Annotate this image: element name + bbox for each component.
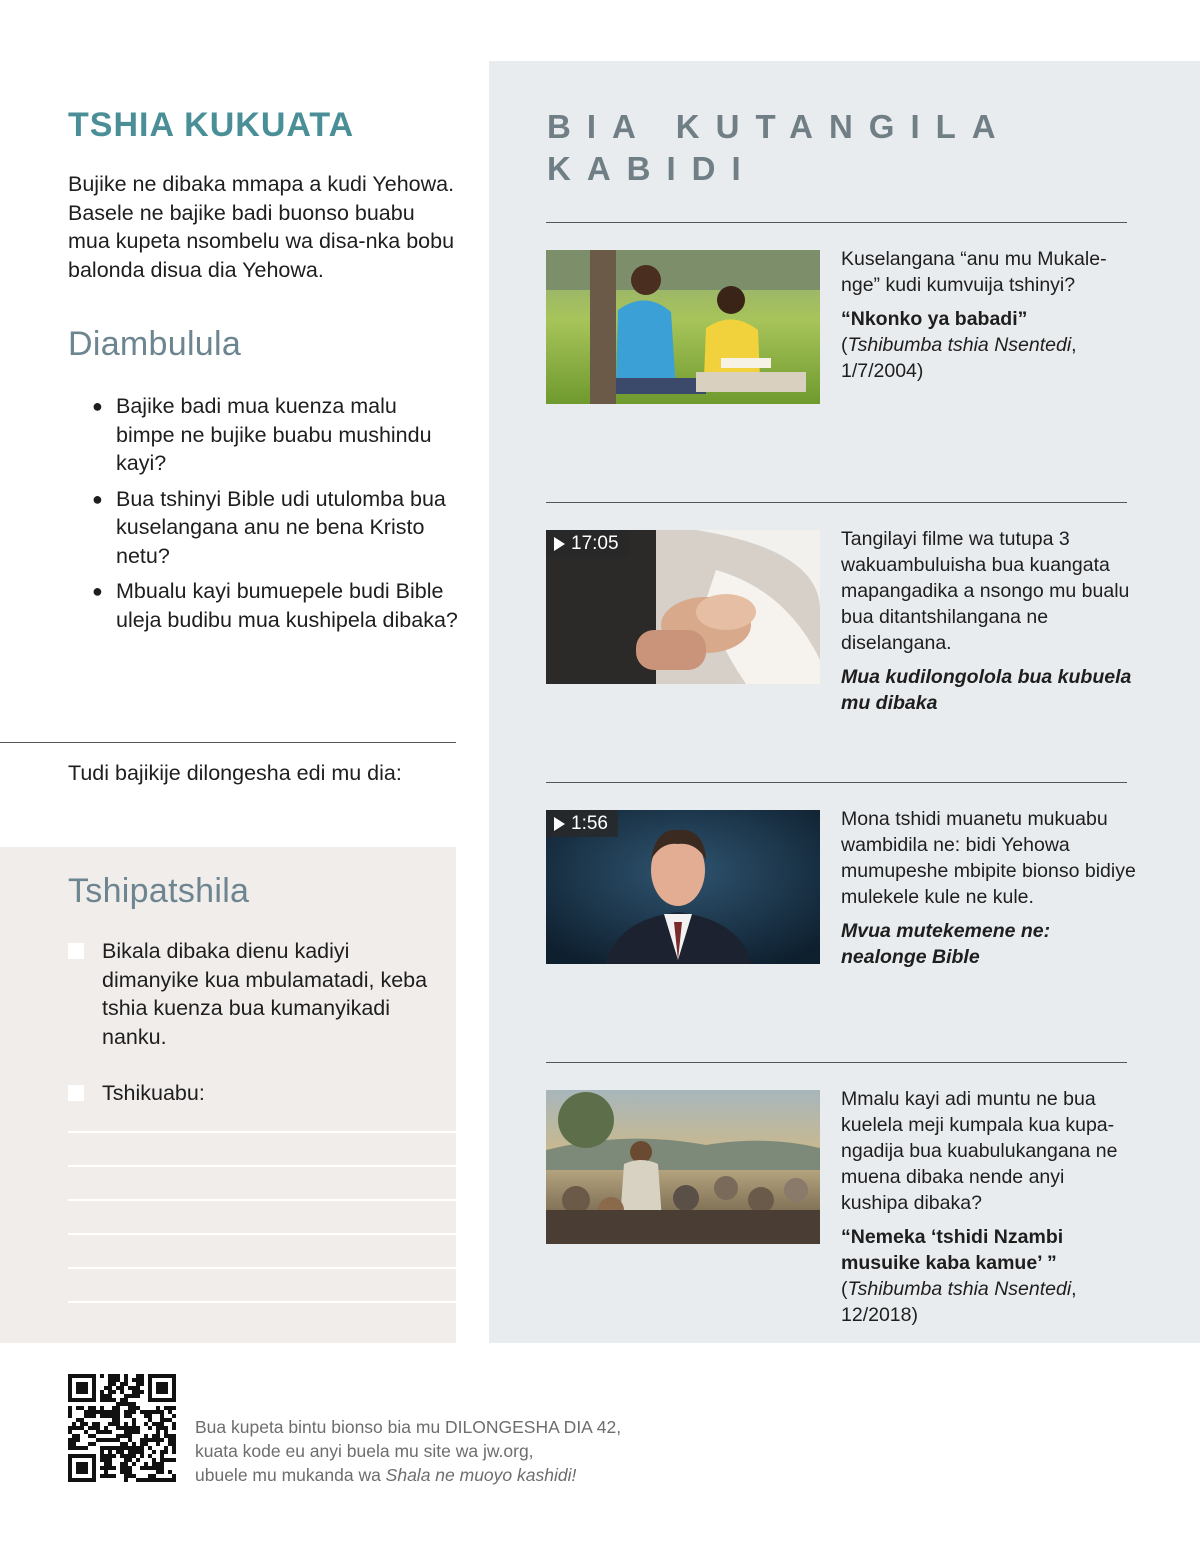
- goal-checkbox[interactable]: [68, 1085, 84, 1101]
- explore-item-1: Kuselangana “anu mu Mukale-nge” kudi kumvuija tshinyi? “Nkonko ya babadi” (Tshibumba tshia Nsentedi, 1/7/2004): [841, 246, 1136, 384]
- man-portrait-video[interactable]: [546, 810, 820, 964]
- item-date: 1/7/2004: [841, 360, 917, 382]
- explore-heading: BIA KUTANGILA KABIDI: [547, 108, 1011, 187]
- item-link[interactable]: Mua kudilongolola bua kubuela mu dibaka: [841, 666, 1132, 714]
- divider: [546, 782, 1127, 783]
- bullet-icon: ●: [92, 488, 103, 509]
- bullet-icon: ●: [92, 396, 103, 416]
- item-question: Tangilayi filme wa tutupa 3 wakuambuluisha bua kuangata mapangadika a nsongo mu bualu bua ditantshilangana ne diselangana.: [841, 528, 1130, 654]
- list-item: ● Bajike badi mua kuenza malu bimpe ne bujike buabu mushindu kayi?: [92, 394, 432, 475]
- divider: [546, 502, 1127, 503]
- summary-text: Bujike ne dibaka mmapa a kudi Yehowa. Basele ne bajike badi buonso buabu mua kupeta nsombelu wa disa-nka bobu balonda disua dia Yehowa.: [68, 172, 455, 282]
- goal-checkbox[interactable]: [68, 943, 84, 959]
- item-question: Mona tshidi muanetu mukuabu wambidila ne: bidi Yehowa mumupeshe mbipite bionso bidiye mulekele kule ne kule.: [841, 808, 1136, 908]
- section-heading: TSHIA KUKUATA: [68, 106, 355, 144]
- completed-label: Tudi bajikije dilongesha edi mu dia:: [68, 761, 402, 785]
- play-icon: [554, 537, 565, 551]
- item-link[interactable]: “Nkonko ya babadi”: [841, 308, 1028, 330]
- item-link[interactable]: “Nemeka ‘tshidi Nzambi musuike kaba kamue’ ”: [841, 1226, 1064, 1274]
- goal-item: Bikala dibaka dienu kadiyi dimanyike kua mbulamatadi, keba tshia kuenza bua kumanyikadi nanku.: [68, 937, 448, 1051]
- wedding-hands-video[interactable]: [546, 530, 820, 684]
- review-list: [90, 392, 460, 641]
- goal-item-other: Tshikuabu:: [68, 1079, 448, 1108]
- explore-item-4: Mmalu kayi adi muntu ne bua kuelela meji kumpala kua kupa-ngadija bua kuabulukangana ne muena dibaka nende anyi kushipa dibaka? “Nemeka ‘tshidi Nzambi musuike kaba kamue’ ” (Tshibumba tshia Nsentedi, 12/2018): [841, 1086, 1136, 1328]
- divider: [0, 742, 456, 743]
- writing-lines[interactable]: [68, 1131, 456, 1335]
- explore-item-3: [841, 806, 1136, 970]
- list-item: ● Mbualu kayi bumuepele budi Bible uleja budibu mua kushipela dibaka?: [92, 579, 458, 632]
- item-question: Mmalu kayi adi muntu ne bua kuelela meji kumpala kua kupa-ngadija bua kuabulukangana ne muena dibaka nende anyi kushipa dibaka?: [841, 1088, 1118, 1214]
- qr-code[interactable]: [68, 1374, 176, 1482]
- review-title: Diambulula: [68, 325, 242, 363]
- item-question: Kuselangana “anu mu Mukale-nge” kudi kumvuija tshinyi?: [841, 248, 1107, 296]
- jesus-teaching-crowd-painting[interactable]: [546, 1090, 820, 1244]
- item-link[interactable]: Mvua mutekemene ne: nealonge Bible: [841, 920, 1051, 968]
- item-date: 12/2018: [841, 1304, 912, 1326]
- item-source: Tshibumba tshia Nsentedi: [847, 1278, 1072, 1300]
- play-icon: [554, 817, 565, 831]
- video-duration-badge: 17:05: [546, 530, 629, 557]
- divider: [546, 222, 1127, 223]
- footer-note: Bua kupeta bintu bionso bia mu DILONGESHA DIA 42, kuata kode eu anyi buela mu site wa jw.org, ubuele mu mukanda wa Shala ne muoyo kashidi!: [195, 1417, 622, 1485]
- couple-studying-bible-photo[interactable]: [546, 250, 820, 404]
- explore-item-2: [841, 526, 1136, 716]
- list-item: ● Bua tshinyi Bible udi utulomba bua kuselangana anu ne bena Kristo netu?: [92, 486, 446, 568]
- video-duration-badge: 1:56: [546, 810, 618, 837]
- goal-title: Tshipatshila: [68, 872, 250, 910]
- item-source: Tshibumba tshia Nsentedi: [847, 334, 1072, 356]
- book-title: Shala ne muoyo kashidi!: [385, 1465, 577, 1485]
- bullet-icon: ●: [92, 581, 103, 601]
- divider: [546, 1062, 1127, 1063]
